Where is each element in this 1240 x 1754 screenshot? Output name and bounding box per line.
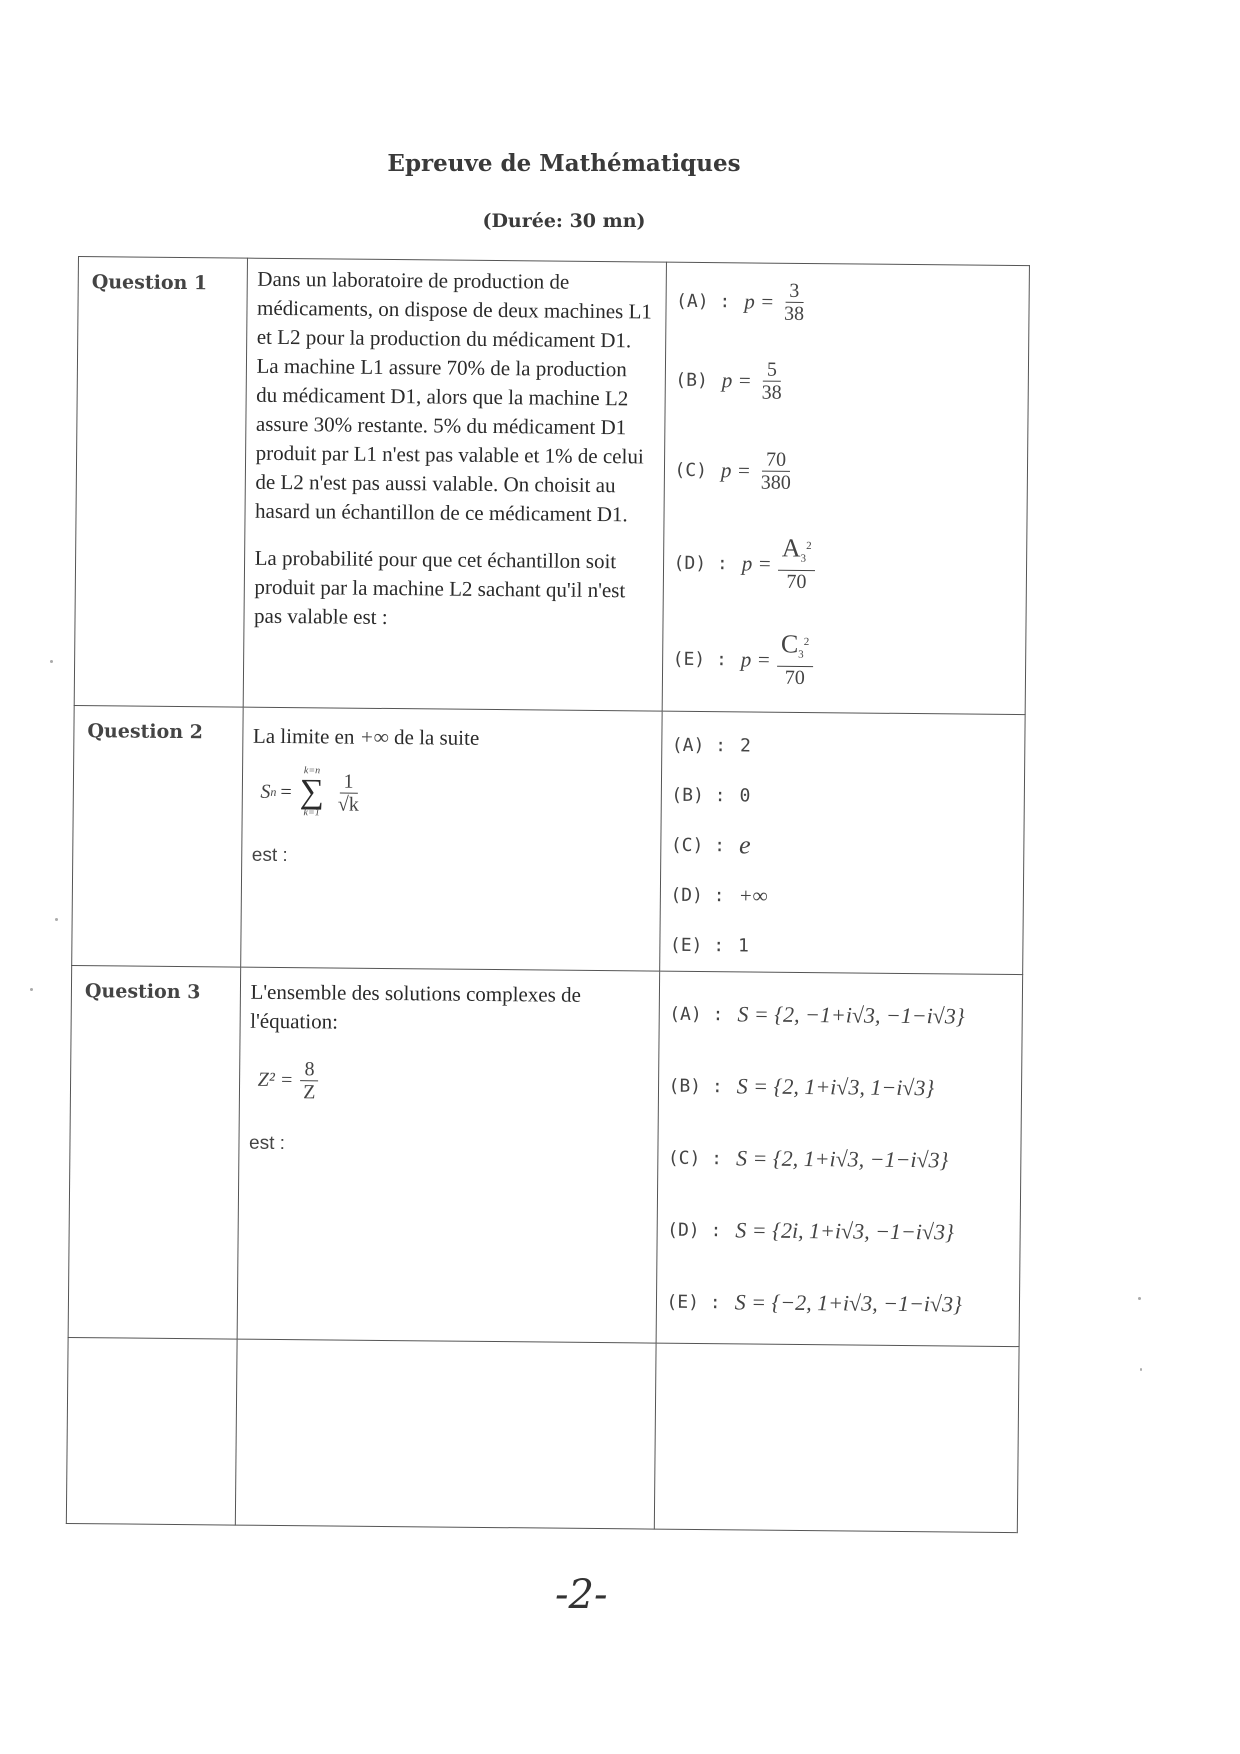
duration-subtitle: (Durée: 30 mn): [482, 210, 646, 232]
question-text-cell: [240, 707, 661, 971]
choice-a[interactable]: (A) : p = $\frac{3}{38}$: [675, 279, 805, 325]
question-prompt: est :: [248, 1132, 286, 1155]
question-prompt: est :: [251, 844, 288, 867]
question-prompt: La probabilité pour que cet échantillon soit produit par la machine L2 sachant qu'il n'est pas valable est :: [254, 545, 626, 629]
question-statement: Dans un laboratoire de production de médicaments, on dispose de deux machines L1 et L2 pour la production du médicament D1. La machine L1 assure 70% de la production du médicament D1, alors que la machine L2 assure 30% restante. 5% du médicament D1 produit par L1 n'est pas valable et 1% de celui de L2 n'est pas aussi valable. On choisit au hasard un échantillon de ce médicament D1.: [255, 266, 652, 527]
question-label-cell: [68, 965, 240, 1339]
choice-b[interactable]: (B) : S = {2, 1+i√3, 1−i√3}: [668, 1073, 935, 1101]
question-statement: La limite en +∞ de la suite: [252, 723, 480, 750]
scan-speck: [50, 660, 53, 663]
answer-choices-cell: [656, 971, 1023, 1346]
equation: Z² = $\frac{8}{Z}$: [257, 1058, 645, 1107]
page-title: Epreuve de Mathématiques: [387, 150, 741, 177]
choice-a[interactable]: (A) : 2: [671, 734, 751, 756]
question-row-2: [72, 705, 1025, 974]
question-label-cell: [74, 257, 247, 708]
question-row-1: [74, 257, 1029, 715]
answer-choices-cell: [662, 262, 1030, 714]
empty-cell: [654, 1343, 1019, 1532]
empty-row: [66, 1337, 1019, 1532]
choice-e[interactable]: (E) : S = {−2, 1+i√3, −1−i√3}: [666, 1289, 962, 1317]
choice-b[interactable]: (B) p = $\frac{5}{38}$: [675, 358, 782, 404]
empty-cell: [235, 1339, 656, 1529]
choice-c[interactable]: (C) : S = {2, 1+i√3, −1−i√3}: [667, 1145, 949, 1173]
choice-c[interactable]: (C) : e: [670, 830, 751, 860]
question-text-cell: [237, 967, 659, 1343]
question-statement: L'ensemble des solutions complexes de l'équation:: [250, 979, 581, 1034]
empty-cell: [66, 1337, 236, 1525]
choice-a[interactable]: (A) : S = {2, −1+i√3, −1−i√3}: [669, 1001, 965, 1029]
series-formula: S n = k=n ∑ k=1 $\frac{1}{√k}$: [260, 765, 359, 819]
questions-table: [66, 256, 1030, 1533]
choice-e[interactable]: (E) : 1: [669, 934, 750, 956]
question-label: Question 2: [87, 720, 204, 744]
sigma-symbol: k=n ∑ k=1: [299, 765, 325, 819]
question-label: Question 1: [91, 271, 208, 295]
scan-speck: [1138, 1297, 1141, 1300]
choice-d[interactable]: (D) : +∞: [670, 882, 768, 908]
choice-e[interactable]: (E) : p = $\frac{C_3^2}{70}$: [672, 611, 1025, 710]
scan-speck: [1140, 1368, 1142, 1371]
choice-d[interactable]: (D) : p = $\frac{A_3^2}{70}$: [673, 515, 1026, 614]
question-label-cell: [72, 705, 243, 967]
page-number: -2-: [555, 1572, 608, 1618]
choice-b[interactable]: (B) : 0: [671, 784, 751, 806]
question-label: Question 3: [84, 980, 201, 1004]
scan-speck: [55, 918, 58, 921]
question-row-3: [68, 965, 1023, 1346]
answer-choices-cell: [659, 711, 1025, 974]
choice-c[interactable]: (C) p = $\frac{70}{380}$: [674, 448, 791, 494]
scan-speck: [30, 988, 33, 991]
question-text-cell: [243, 258, 666, 711]
choice-d[interactable]: (D) : S = {2i, 1+i√3, −1−i√3}: [667, 1217, 954, 1245]
